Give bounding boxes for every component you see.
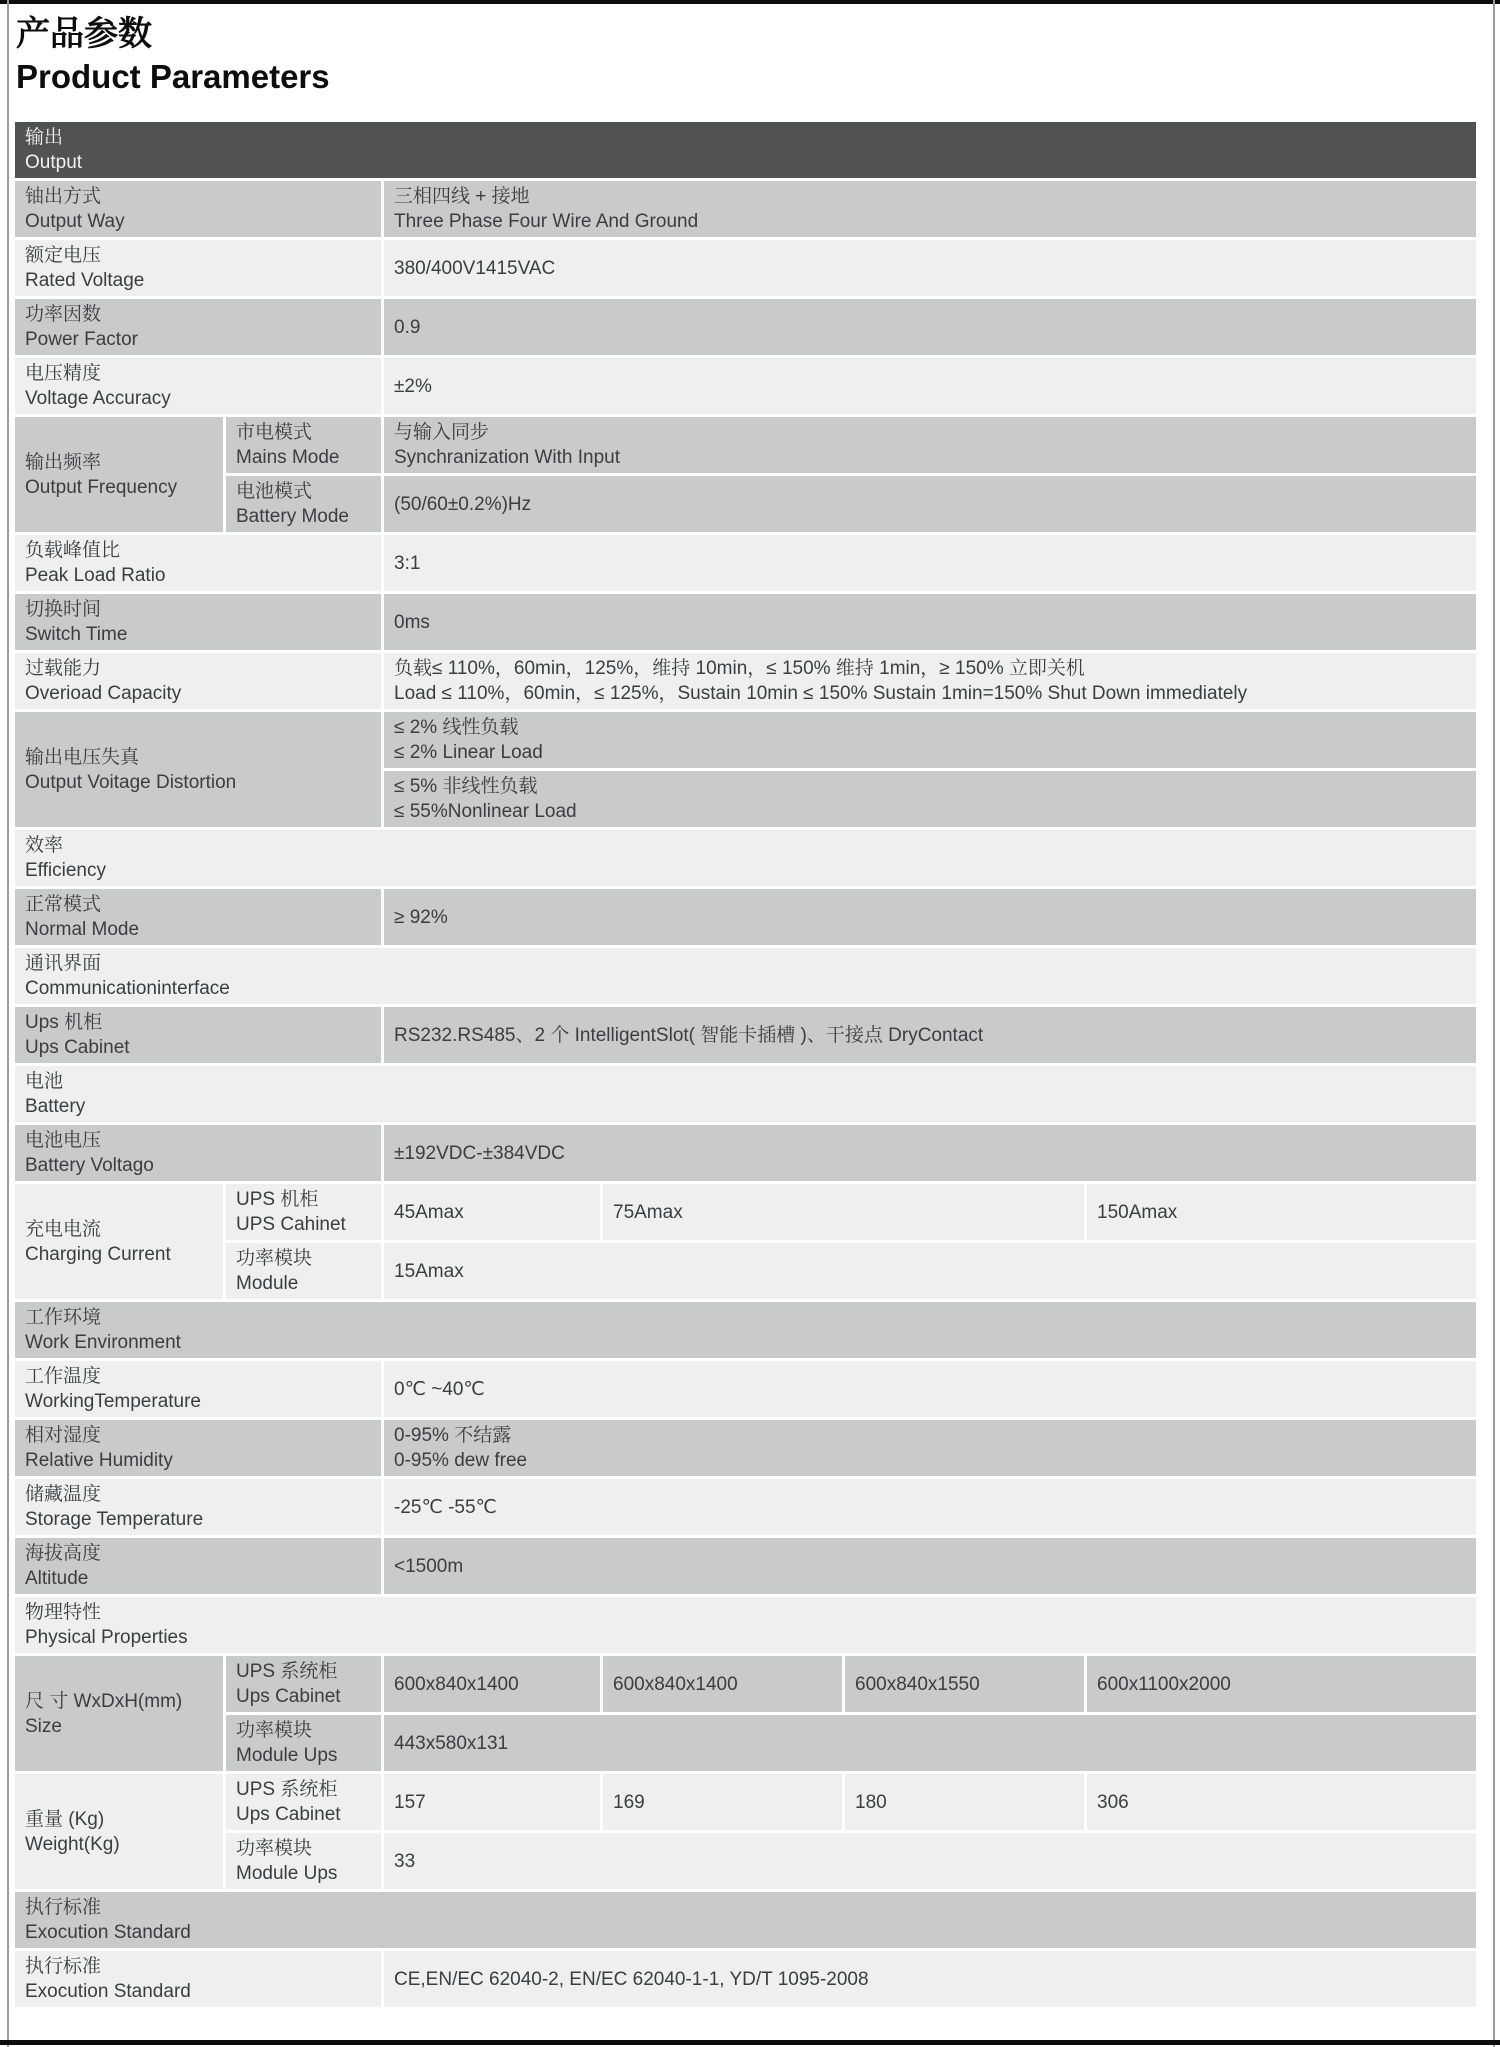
text-line: 电池模式	[236, 481, 313, 502]
section-row	[15, 1066, 1476, 1122]
text-line: 输出电压失真	[25, 746, 140, 768]
stacked-values	[384, 712, 1476, 827]
text-line: Power Factor	[25, 329, 138, 350]
text-line: 功率模块	[236, 1838, 313, 1859]
table-row	[15, 1538, 1476, 1594]
table-row	[15, 889, 1476, 945]
section-cell	[15, 1597, 1476, 1653]
text-line: 额定电压	[25, 245, 102, 266]
text-line: UPS Cahinet	[236, 1214, 346, 1235]
table-row	[15, 712, 1476, 827]
text-line: (50/60±0.2%)Hz	[394, 493, 532, 515]
text-line: Overioad Capacity	[25, 683, 182, 704]
text-line: ≤ 5% 非线性负载	[394, 776, 538, 797]
text-line: 重量 (Kg)	[25, 1808, 105, 1830]
text-line: 306	[1097, 1791, 1129, 1813]
text-line: 电压精度	[25, 363, 102, 384]
text-line: ≥ 92%	[394, 906, 448, 928]
page-left-border	[7, 0, 9, 2047]
table-row	[15, 1774, 1476, 1889]
value-cell	[384, 1243, 1476, 1299]
text-line: CE,EN/EC 62040-2, EN/EC 62040-1-1, YD/T 1095-2008	[394, 1968, 869, 1990]
text-line: -25℃ -55℃	[394, 1496, 497, 1518]
value-cell	[384, 476, 1476, 532]
value-cell	[384, 889, 1476, 945]
row-label	[15, 653, 381, 709]
subrows	[226, 1656, 1476, 1771]
page-top-rule	[0, 0, 1500, 4]
text-line: UPS 机柜	[236, 1189, 319, 1210]
table-row	[15, 358, 1476, 414]
text-line: UPS 系统柜	[236, 1661, 338, 1682]
text-line: 尺 寸 WxDxH(mm)	[25, 1690, 183, 1712]
text-line: 功率模块	[236, 1248, 313, 1269]
text-line: Battery	[25, 1096, 86, 1117]
page-title	[0, 0, 1500, 96]
subrow	[226, 417, 1476, 473]
row-label	[15, 1007, 381, 1063]
value-cell	[384, 594, 1476, 650]
subrow-label	[226, 417, 381, 473]
row-label	[15, 1420, 381, 1476]
row-label	[15, 535, 381, 591]
text-line: Voltage Accuracy	[25, 388, 171, 409]
text-line: Module Ups	[236, 1863, 338, 1884]
text-line: 储藏温度	[25, 1484, 102, 1505]
row-label	[15, 712, 381, 827]
subrow-label	[226, 1774, 381, 1830]
value-cell	[384, 1007, 1476, 1063]
subrow-label	[226, 1715, 381, 1771]
text-line: 电池	[25, 1071, 64, 1092]
subrow-label	[226, 1833, 381, 1889]
table-row	[15, 653, 1476, 709]
text-line: 0-95% dew free	[394, 1450, 528, 1471]
subrow	[226, 1774, 1476, 1830]
value-cell	[384, 1361, 1476, 1417]
section-row	[15, 1302, 1476, 1358]
text-line: <1500m	[394, 1555, 464, 1577]
subrow	[226, 1656, 1476, 1712]
value-cell	[384, 1184, 600, 1240]
table-row	[15, 1184, 1476, 1299]
row-label	[15, 1361, 381, 1417]
text-line: Charging Current	[25, 1243, 171, 1265]
text-line: 0-95% 不结露	[394, 1425, 512, 1446]
text-line: Ups 机柜	[25, 1012, 103, 1033]
text-line: 75Amax	[613, 1201, 683, 1223]
value-cell	[845, 1774, 1084, 1830]
text-line: 33	[394, 1850, 416, 1872]
text-line: 工作温度	[25, 1366, 102, 1387]
value-cell	[603, 1656, 842, 1712]
value-cell	[384, 417, 1476, 473]
text-line: 工作环境	[25, 1307, 102, 1328]
text-line: Rated Voltage	[25, 270, 145, 291]
text-line: Peak Load Ratio	[25, 565, 166, 586]
table-row	[15, 1007, 1476, 1063]
text-line: 15Amax	[394, 1260, 464, 1282]
value-cell	[384, 1951, 1476, 2007]
text-line: 600x840x1400	[613, 1673, 738, 1695]
text-line: WorkingTemperature	[25, 1391, 202, 1412]
text-line: ±192VDC-±384VDC	[394, 1142, 565, 1164]
table-row	[15, 1951, 1476, 2007]
text-line: ≤ 55%Nonlinear Load	[394, 801, 577, 822]
row-label	[15, 181, 381, 237]
table-header-row	[15, 122, 1476, 178]
table-row	[15, 1361, 1476, 1417]
row-label	[15, 1656, 223, 1771]
table-row	[15, 240, 1476, 296]
row-label	[15, 1951, 381, 2007]
text-line: 过载能力	[25, 658, 102, 679]
text-line: Output Voitage Distortion	[25, 771, 237, 793]
spec-table	[15, 122, 1476, 2007]
text-line: Physical Properties	[25, 1627, 188, 1648]
value-cell	[1087, 1656, 1476, 1712]
text-line: Exocution Standard	[25, 1981, 191, 2002]
text-line: 150Amax	[1097, 1201, 1178, 1223]
text-line: 效率	[25, 835, 64, 856]
subrow-label	[226, 1243, 381, 1299]
value-cell	[384, 299, 1476, 355]
text-line: ≤ 2% Linear Load	[394, 742, 543, 763]
text-line: Output Way	[25, 211, 125, 232]
row-label	[15, 594, 381, 650]
text-line: Output	[25, 152, 83, 173]
table-row	[15, 1479, 1476, 1535]
value-cell	[384, 1420, 1476, 1476]
text-line: 海拔高度	[25, 1543, 102, 1564]
text-line: Size	[25, 1715, 62, 1737]
row-label	[15, 1184, 223, 1299]
text-line: Ups Cabinet	[236, 1686, 341, 1707]
text-line: Normal Mode	[25, 919, 140, 940]
text-line: 输出频率	[25, 451, 102, 473]
value-cell	[384, 1774, 600, 1830]
text-line: Ups Cabinet	[236, 1804, 341, 1825]
text-line: Relative Humidity	[25, 1450, 173, 1471]
table-row	[15, 1420, 1476, 1476]
subrow-label	[226, 1656, 381, 1712]
table-row	[15, 1656, 1476, 1771]
value-cell	[1087, 1774, 1476, 1830]
subrow	[226, 476, 1476, 532]
text-line: Storage Temperature	[25, 1509, 204, 1530]
subrows	[226, 1774, 1476, 1889]
value-cell	[603, 1184, 1084, 1240]
value-cell	[384, 358, 1476, 414]
section-cell	[15, 948, 1476, 1004]
section-row	[15, 1892, 1476, 1948]
text-line: Battery Voltago	[25, 1155, 154, 1176]
text-line: ±2%	[394, 375, 432, 397]
value-cell	[384, 1479, 1476, 1535]
value-cell	[384, 1656, 600, 1712]
text-line: 执行标准	[25, 1956, 102, 1977]
text-line: 电池电压	[25, 1130, 102, 1151]
value-cell	[384, 1538, 1476, 1594]
text-line: Switch Time	[25, 624, 128, 645]
text-line: 相对湿度	[25, 1425, 102, 1446]
text-line: ≤ 2% 线性负载	[394, 717, 519, 738]
table-row	[15, 535, 1476, 591]
row-label	[15, 299, 381, 355]
text-line: 功率模块	[236, 1720, 313, 1741]
table-row	[15, 181, 1476, 237]
value-cell	[384, 653, 1476, 709]
row-label	[15, 240, 381, 296]
text-line: 物理特性	[25, 1602, 102, 1623]
subrow	[226, 1715, 1476, 1771]
text-line: Battery Mode	[236, 506, 349, 527]
text-line: Work Environment	[25, 1332, 181, 1353]
text-line: 市电模式	[236, 422, 313, 443]
value-cell	[845, 1656, 1084, 1712]
text-line: 与输入同步	[394, 422, 490, 443]
text-line: 600x1100x2000	[1097, 1673, 1231, 1695]
row-label	[15, 1125, 381, 1181]
text-line: 切换时间	[25, 599, 102, 620]
text-line: Synchranization With Input	[394, 447, 621, 468]
text-line: 0.9	[394, 316, 421, 338]
text-line: Load ≤ 110%，60min，≤ 125%，Sustain 10min ≤ 150% Sustain 1min=150% Shut Down immediately	[394, 683, 1248, 704]
text-line: Altitude	[25, 1568, 89, 1589]
table-row	[15, 1125, 1476, 1181]
text-line: 铀出方式	[25, 186, 102, 207]
section-cell	[15, 1302, 1476, 1358]
row-label	[15, 1479, 381, 1535]
section-cell	[15, 830, 1476, 886]
value-cell	[384, 535, 1476, 591]
value-cell	[384, 1833, 1476, 1889]
text-line: Communicationinterface	[25, 978, 230, 999]
row-label	[15, 358, 381, 414]
text-line: 443x580x131	[394, 1732, 509, 1754]
text-line: RS232.RS485、2 个 IntelligentSlot( 智能卡插槽 )、干接点 DryContact	[394, 1024, 984, 1046]
section-row	[15, 1597, 1476, 1653]
value-cell	[384, 1125, 1476, 1181]
text-line: 0ms	[394, 611, 430, 633]
table-row	[15, 594, 1476, 650]
text-line: Mains Mode	[236, 447, 340, 468]
text-line: 169	[613, 1791, 645, 1813]
text-line: 600x840x1400	[394, 1673, 519, 1695]
text-line: 三相四线 + 接地	[394, 186, 530, 207]
text-line: Efficiency	[25, 860, 106, 881]
subrows	[226, 1184, 1476, 1299]
section-row	[15, 830, 1476, 886]
text-line: 充电电流	[25, 1218, 102, 1240]
value-cell	[384, 1715, 1476, 1771]
section-cell	[15, 1066, 1476, 1122]
table-row	[15, 417, 1476, 532]
text-line: 负载峰值比	[25, 540, 121, 561]
text-line: 通讯界面	[25, 953, 102, 974]
text-line: 157	[394, 1791, 426, 1813]
text-line: 45Amax	[394, 1201, 464, 1223]
section-cell	[15, 1892, 1476, 1948]
text-line: 0℃ ~40℃	[394, 1378, 485, 1400]
text-line: UPS 系统柜	[236, 1779, 338, 1800]
text-line: 正常模式	[25, 894, 102, 915]
section-row	[15, 948, 1476, 1004]
table-header-cell	[15, 122, 1476, 178]
text-line: Three Phase Four Wire And Ground	[394, 211, 699, 232]
text-line: Module	[236, 1273, 299, 1294]
text-line: 380/400V1415VAC	[394, 257, 556, 279]
subrow	[226, 1243, 1476, 1299]
subrow	[226, 1833, 1476, 1889]
text-line: 3:1	[394, 552, 421, 574]
row-label	[15, 1538, 381, 1594]
text-line: Ups Cabinet	[25, 1037, 130, 1058]
subrow	[226, 1184, 1476, 1240]
value-cell	[384, 181, 1476, 237]
text-line: 输出	[25, 127, 64, 148]
text-line: Module Ups	[236, 1745, 338, 1766]
subrow-label	[226, 476, 381, 532]
page-title-zh: 产品参数	[16, 15, 152, 53]
subrow-label	[226, 1184, 381, 1240]
text-line: Output Frequency	[25, 476, 178, 498]
table-row	[15, 299, 1476, 355]
value-cell	[384, 240, 1476, 296]
value-cell	[1087, 1184, 1476, 1240]
value-cell	[384, 771, 1476, 827]
text-line: 负载≤ 110%，60min，125%，维持 10min，≤ 150% 维持 1min，≥ 150% 立即关机	[394, 658, 1085, 679]
value-cell	[603, 1774, 842, 1830]
page-title-en: Product Parameters	[16, 57, 330, 95]
text-line: 600x840x1550	[855, 1673, 980, 1695]
page-bottom-rule	[0, 2040, 1500, 2045]
row-label	[15, 889, 381, 945]
text-line: 180	[855, 1791, 887, 1813]
text-line: Weight(Kg)	[25, 1833, 120, 1855]
text-line: 功率因数	[25, 304, 102, 325]
value-cell	[384, 712, 1476, 768]
row-label	[15, 417, 223, 532]
text-line: 执行标准	[25, 1897, 102, 1918]
subrows	[226, 417, 1476, 532]
text-line: Exocution Standard	[25, 1922, 191, 1943]
page-right-border	[1493, 0, 1495, 2047]
row-label	[15, 1774, 223, 1889]
